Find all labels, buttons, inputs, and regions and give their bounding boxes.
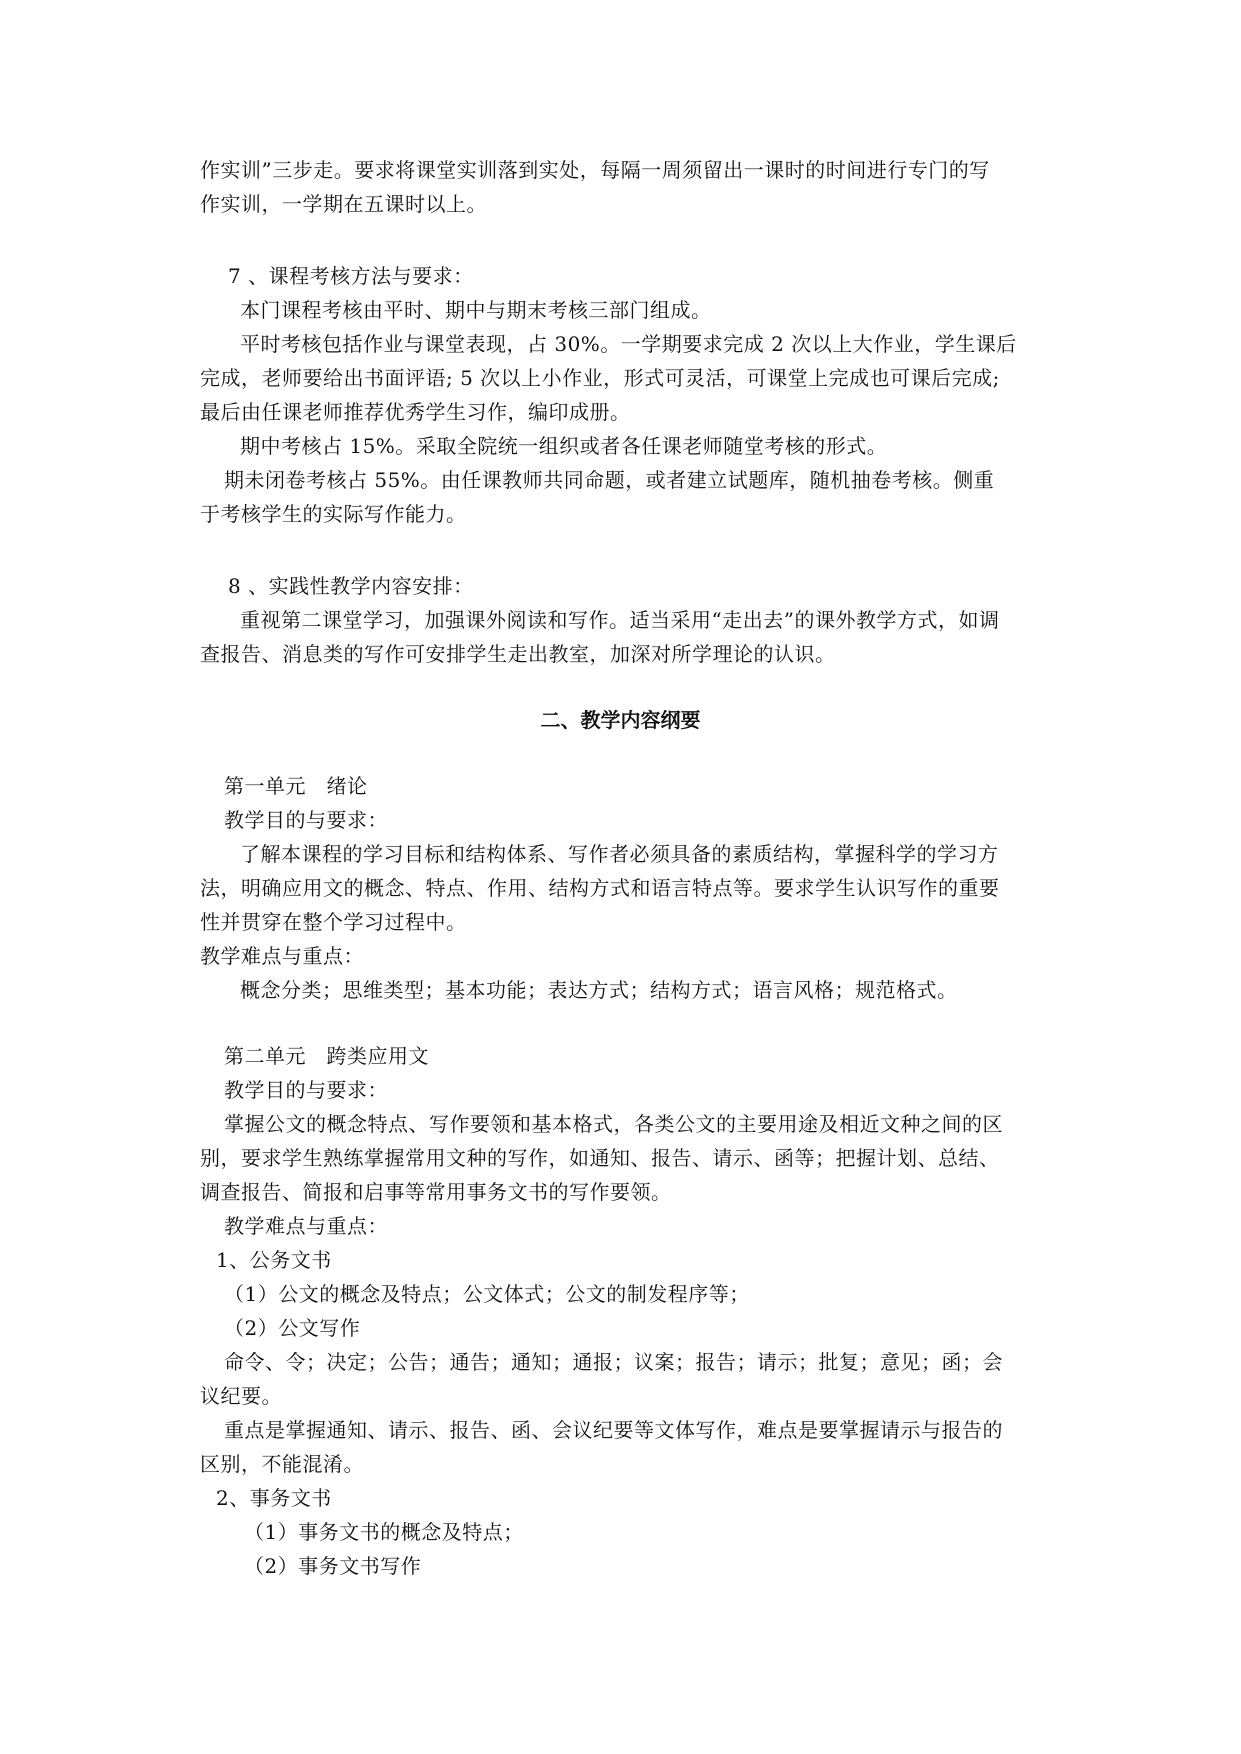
list-item: 1、公务文书 [216,1248,332,1272]
paragraph-line: 命令、令；决定；公告；通告；通知；通报；议案；报告；请示；批复；意见；函；会 [224,1350,1003,1374]
list-item: （1）事务文书的概念及特点； [244,1520,524,1544]
list-item: 2、事务文书 [216,1486,332,1510]
paragraph-line: 教学难点与重点： [200,944,364,968]
list-item: （2）事务文书写作 [244,1554,422,1578]
paragraph-line: 别，要求学生熟练掌握常用文种的写作，如通知、报告、请示、函等；把握计划、总结、 [200,1146,1000,1170]
paragraph-line: 于考核学生的实际写作能力。 [200,502,467,526]
paragraph-line: 教学目的与要求： [224,1078,388,1102]
list-item: （1）公文的概念及特点；公文体式；公文的制发程序等； [224,1282,750,1306]
paragraph-line: 概念分类；思维类型；基本功能；表达方式；结构方式；语言风格；规范格式。 [240,978,958,1002]
paragraph-line: 作实训”三步走。要求将课堂实训落到实处，每隔一周须留出一课时的时间进行专门的写 [200,158,990,182]
paragraph-line: 区别，不能混淆。 [200,1452,364,1476]
list-item: （2）公文写作 [224,1316,361,1340]
paragraph-line: 重点是掌握通知、请示、报告、函、会议纪要等文体写作，难点是要掌握请示与报告的 [224,1418,1003,1442]
paragraph-line: 性并贯穿在整个学习过程中。 [200,910,467,934]
paragraph-line: 法，明确应用文的概念、特点、作用、结构方式和语言特点等。要求学生认识写作的重要 [200,876,1000,900]
paragraph-line: 重视第二课堂学习，加强课外阅读和写作。适当采用“走出去”的课外教学方式，如调 [240,608,1000,632]
paragraph-line: 调查报告、简报和启事等常用事务文书的写作要领。 [200,1180,672,1204]
paragraph-line: 掌握公文的概念特点、写作要领和基本格式，各类公文的主要用途及相近文种之间的区 [224,1112,1003,1136]
paragraph-line: 教学难点与重点： [224,1214,388,1238]
paragraph-line: 期中考核占 15%。采取全院统一组织或者各任课老师随堂考核的形式。 [240,434,888,458]
paragraph-line: 本门课程考核由平时、期中与期末考核三部门组成。 [240,298,712,322]
unit-title: 第一单元 绪论 [224,774,368,798]
section-heading: 8 、实践性教学内容安排： [228,574,474,598]
paragraph-line: 平时考核包括作业与课堂表现，占 30%。一学期要求完成 2 次以上大作业，学生课后 [240,332,1017,356]
chapter-title: 二、教学内容纲要 [540,708,701,732]
paragraph-line: 查报告、消息类的写作可安排学生走出教室，加深对所学理论的认识。 [200,642,836,666]
paragraph-line: 了解本课程的学习目标和结构体系、写作者必须具备的素质结构，掌握科学的学习方 [240,842,999,866]
paragraph-line: 作实训，一学期在五课时以上。 [200,192,487,216]
paragraph-line: 议纪要。 [200,1384,282,1408]
paragraph-line: 期未闭卷考核占 55%。由任课教师共同命题，或者建立试题库，随机抽卷考核。侧重 [224,468,995,492]
section-heading: 7 、课程考核方法与要求： [228,264,474,288]
unit-title: 第二单元 跨类应用文 [224,1044,429,1068]
paragraph-line: 完成，老师要给出书面评语; 5 次以上小作业，形式可灵活，可课堂上完成也可课后完成; [200,366,1000,390]
paragraph-line: 最后由任课老师推荐优秀学生习作，编印成册。 [200,400,631,424]
paragraph-line: 教学目的与要求： [224,808,388,832]
